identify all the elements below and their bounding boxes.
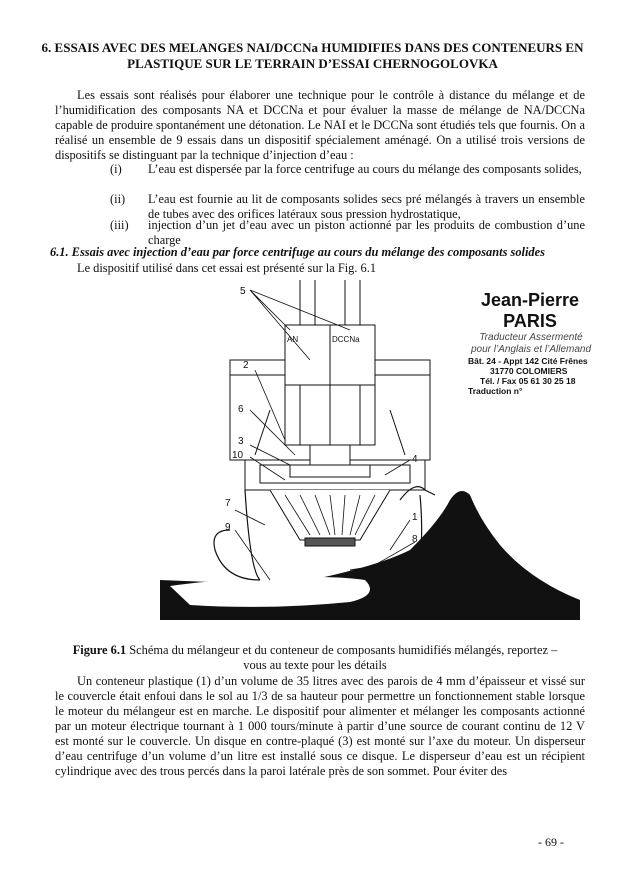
label-10: 10	[232, 450, 244, 461]
list-item-number: (ii)	[110, 192, 126, 206]
stamp-line: Tél. / Fax 05 61 30 25 18	[480, 376, 576, 386]
label-4: 4	[412, 454, 418, 465]
label-dccna: DCCNa	[332, 335, 360, 344]
section-heading: 6.1. Essais avec injection d’eau par force centrifuge au cours du mélange des composants solides	[50, 245, 545, 259]
title-line-2: PLASTIQUE SUR LE TERRAIN D’ESSAI CHERNOGOLOVKA	[127, 56, 498, 71]
list-item-text: injection d’un jet d’eau avec un piston actionné par les produits de combustion d’une charge	[148, 218, 585, 247]
list-item-text: L’eau est fournie au lit de composants solides secs pré mélangés à travers un ensemble de tubes avec des orifices latéraux sous pression hydrostatique,	[148, 192, 585, 221]
label-9: 9	[225, 522, 231, 533]
label-6: 6	[238, 404, 244, 415]
label-an: AN	[287, 335, 299, 344]
list-item-number: (i)	[110, 162, 122, 176]
label-7: 7	[225, 498, 231, 509]
label-1: 1	[412, 512, 418, 523]
caption-label: Figure 6.1	[72, 643, 127, 657]
stamp-line: Traduction n°	[468, 386, 523, 396]
section-sentence: Le dispositif utilisé dans cet essai est présenté sur la Fig. 6.1	[77, 261, 377, 275]
stamp-name: Jean-Pierre PARIS	[480, 290, 580, 331]
title-line-1: 6. ESSAIS AVEC DES MELANGES NAI/DCCNa HUMIDIFIES DANS DES CONTENEURS EN	[41, 40, 584, 55]
label-8: 8	[412, 534, 418, 545]
body-paragraph: Un conteneur plastique (1) d’un volume de 35 litres avec des parois de 4 mm d’épaisseur et vissé sur le couvercle était enfoui dans le sol au 1/3 de sa hauteur pour permettre un fonctionnement stable lorsque le moteur du mélangeur est en marche. Le dispositif pour alimenter et mélanger les composants actionné par un moteur électrique tournant à 1 000 tours/minute à partir d’une source de courant continu de 12 V est monté sur le couvercle. Un disque en contre-plaqué (3) est monté sur l’axe du moteur. Un disperseur d’eau centrifuge d’un volume d’un litre est installé sous ce disque. Le disperseur d’eau est un récipient cylindrique avec des trous percés dans la paroi latérale près de son sommet. Pour éviter des	[55, 674, 585, 778]
label-2: 2	[243, 360, 249, 371]
stamp-line: 31770 COLOMIERS	[490, 366, 568, 376]
intro-paragraph: Les essais sont réalisés pour élaborer une technique pour le contrôle à distance du mélange et de l’humidification des composants NA et DCCNa et pour évaluer la masse de mélange de NA/DCCNa capable de produire spontanément une détonation. Le NAI et le DCCNa sont étudiés tels que fournis. On a réalisé un ensemble de 9 essais dans un dispositif spécialement aménagé. On a utilisé trois versions de dispositifs se distinguant par la technique d’injection d’eau :	[55, 88, 585, 162]
stamp-line: pour l’Anglais et l’Allemand	[470, 344, 592, 355]
label-3: 3	[238, 436, 244, 447]
list-item-text: L’eau est dispersée par la force centrifuge au cours du mélange des composants solides,	[148, 162, 582, 176]
page-number: - 69 -	[538, 835, 564, 849]
caption-text: Schéma du mélangeur et du conteneur de composants humidifiés mélangés, reportez – vous au texte pour les détails	[126, 643, 558, 672]
figure-caption	[60, 643, 570, 673]
translator-stamp	[440, 290, 600, 396]
label-5: 5	[240, 286, 246, 297]
stamp-line: Traducteur Assermenté	[479, 332, 583, 343]
page-title	[40, 40, 585, 72]
stamp-line: Bât. 24 - Appt 142 Cité Frênes	[468, 356, 588, 366]
list-item-number: (iii)	[110, 218, 129, 232]
